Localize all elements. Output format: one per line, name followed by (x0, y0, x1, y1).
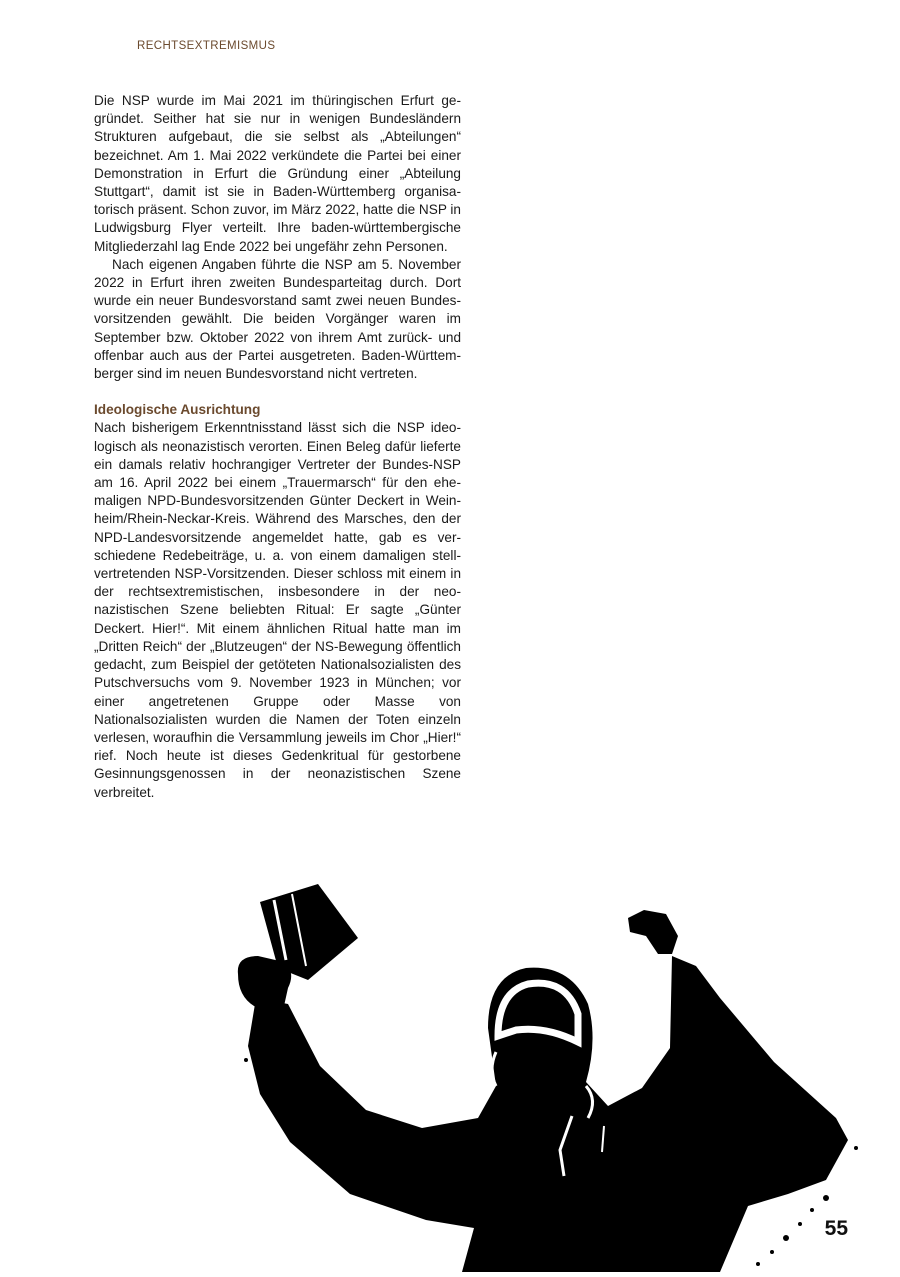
section-heading: Ideologische Ausrichtung (94, 402, 261, 418)
masked-protester-photo (226, 880, 866, 1272)
body-paragraph-1: Die NSP wurde im Mai 2021 im thüringischen Erfurt gegründet. Seither hat sie nur in wenigen Bundesländern Strukturen aufgebaut, die sie selbst als „Abteilungen“ bezeichnet. Am 1. Mai 2022 verkündete die Partei bei einer Demonstration in Erfurt die Gründung einer „Abteilung Stuttgart“, damit ist sie in Baden-Württemberg organisatorisch präsent. Schon zuvor, im März 2022, hatte die NSP in Ludwigsburg Flyer verteilt. Ihre baden-württembergische Mitgliederzahl lag Ende 2022 bei ungefähr zehn Personen. (94, 93, 461, 254)
masked-protester-silhouette-icon (226, 880, 866, 1272)
body-paragraph-2: Nach eigenen Angaben führte die NSP am 5. November 2022 in Erfurt ihren zweiten Bundesparteitag durch. Dort wurde ein neuer Bundesvorstand samt zwei neuen Bundesvorsitzenden gewählt. Die beiden Vorgänger waren im September bzw. Oktober 2022 von ihrem Amt zurück- und offenbar auch aus der Partei ausgetreten. Baden-Württemberger sind im neuen Bundesvorstand nicht vertreten. (94, 256, 461, 382)
article-column (94, 92, 461, 802)
section-paragraph: Nach bisherigem Erkenntnisstand lässt sich die NSP ideologisch als neonazistisch verorten. Einen Beleg dafür lieferte ein damals relativ hochrangiger Vertreter der Bundes-NSP am 16. April 2022 bei einem „Trauermarsch“ für den ehemaligen NPD-Bundesvorsitzenden Günter Deckert in Weinheim/Rhein-Neckar-Kreis. Während des Marsches, den der NPD-Landesvorsitzende angemeldet hatte, gab es verschiedene Redebeiträge, u. a. von einem damaligen stellvertretenden NSP-Vorsitzenden. Dieser schloss mit einem in der rechtsextremistischen, insbesondere in der neonazistischen Szene beliebten Ritual: Er sagte „Günter Deckert. Hier!“. Mit einem ähnlichen Ritual hatte man im „Dritten Reich“ der „Blutzeugen“ der NS-Bewegung öffentlich gedacht, zum Beispiel der getöteten Nationalsozialisten des Putschversuchs vom 9. November 1923 in München; vor einer angetretenen Gruppe oder Masse von Nationalsozialisten wurden die Namen der Toten einzeln verlesen, woraufhin die Versammlung jeweils im Chor „Hier!“ rief. Noch heute ist dieses Gedenkritual für gestorbene Gesinnungsgenossen in der neonazistischen Szene verbreitet. (94, 420, 461, 800)
running-title: RECHTSEXTREMISMUS (137, 40, 276, 52)
page-number: 55 (824, 1217, 848, 1240)
